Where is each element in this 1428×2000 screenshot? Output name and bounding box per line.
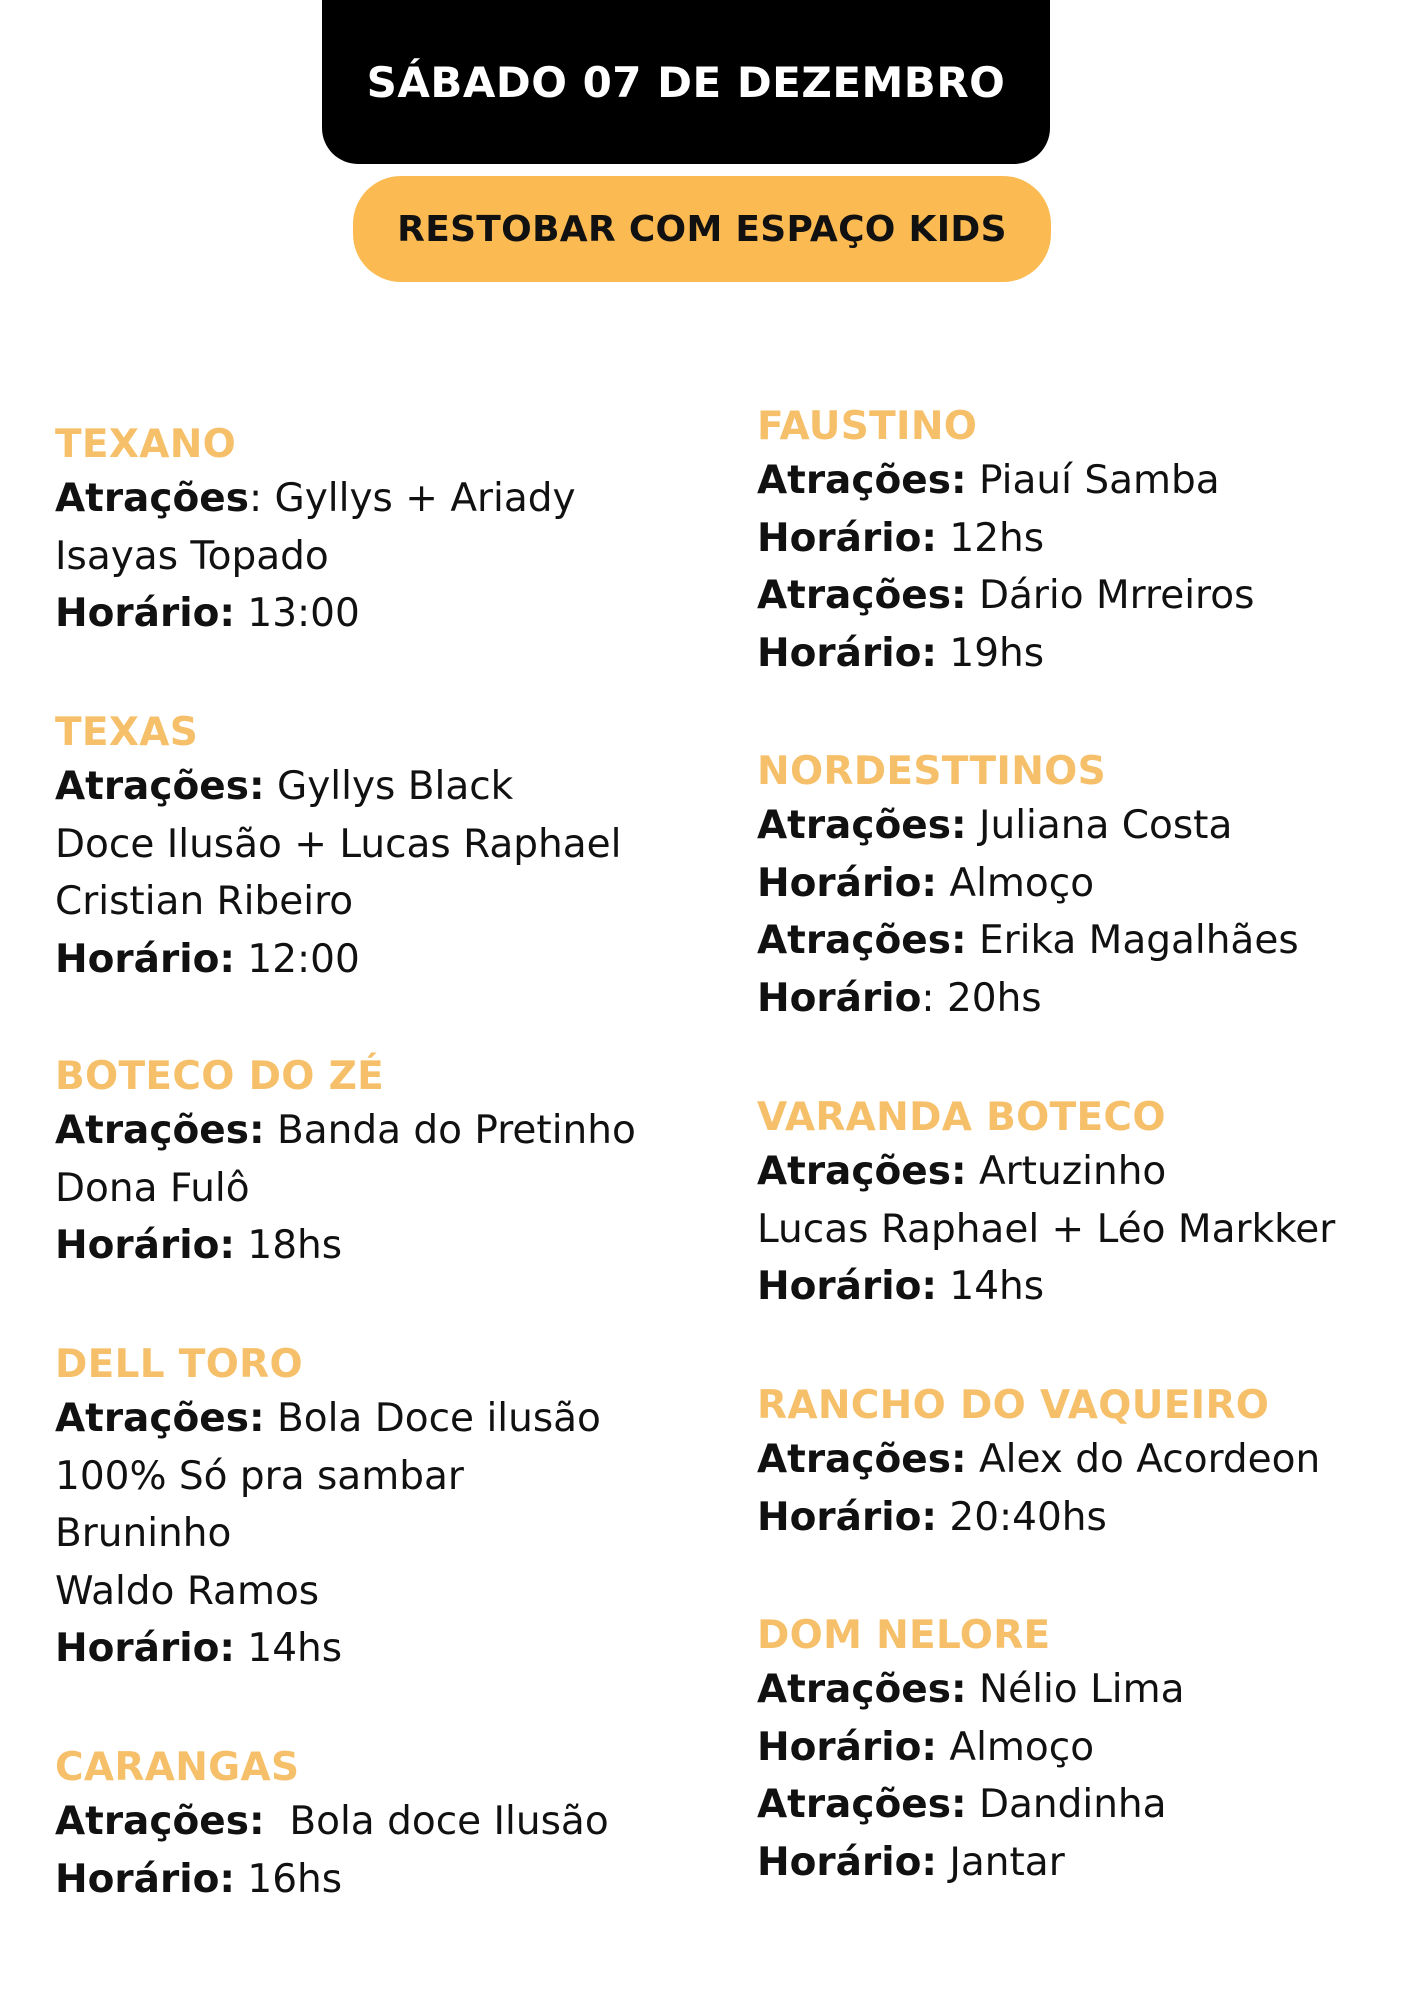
date-banner: [322, 0, 1050, 164]
line-value: Dandinha: [978, 1782, 1167, 1827]
line-value: Gyllys Black: [276, 764, 514, 809]
schedule-line: [55, 1505, 735, 1563]
schedule-line: [757, 1661, 1428, 1719]
schedule-line: [757, 912, 1428, 970]
line-value: 20:40hs: [949, 1494, 1107, 1540]
line-value: 100% Só pra sambar: [55, 1453, 464, 1499]
line-label: Atrações:: [757, 573, 967, 618]
line-value: 20hs: [946, 975, 1042, 1021]
schedule-line: [757, 970, 1428, 1028]
line-value: Cristian Ribeiro: [55, 879, 354, 924]
line-label: Atrações:: [757, 1149, 967, 1194]
line-label: Horário:: [757, 860, 937, 906]
schedule-line: [757, 1143, 1428, 1201]
schedule-line: [55, 1160, 735, 1218]
line-label: Horário:: [55, 1856, 235, 1902]
line-separator: [265, 1396, 277, 1441]
line-value: Gyllys + Ariady: [274, 476, 576, 521]
venue-block: [757, 402, 1428, 682]
schedule-line: [757, 625, 1428, 683]
venue-name: DELL TORO: [55, 1342, 303, 1387]
line-label: Horário:: [757, 630, 937, 676]
line-value: 18hs: [247, 1223, 343, 1268]
line-separator: [235, 1857, 247, 1902]
schedule-line: [757, 1201, 1428, 1259]
venue-block: [757, 1093, 1428, 1316]
line-label: Atrações: [55, 476, 249, 521]
line-value: 12hs: [949, 515, 1045, 561]
line-value: 13:00: [247, 591, 360, 636]
line-separator: [967, 1667, 979, 1712]
line-value: Dona Fulô: [55, 1165, 250, 1211]
line-separator: :: [248, 476, 275, 521]
schedule-line: [757, 797, 1428, 855]
line-separator: [937, 631, 949, 676]
line-label: Horário:: [55, 1223, 235, 1268]
line-value: Dário Mrreiros: [978, 573, 1255, 618]
venue-block: [757, 747, 1428, 1027]
line-value: Doce Ilusão + Lucas Raphael: [55, 821, 622, 867]
line-value: Juliana Costa: [978, 803, 1233, 848]
line-separator: [967, 573, 979, 618]
venue-block: [55, 1340, 735, 1678]
line-separator: [967, 1437, 979, 1482]
line-value: 16hs: [247, 1856, 343, 1902]
line-separator: [937, 861, 949, 906]
restobar-label: RESTOBAR COM ESPAÇO KIDS: [397, 208, 1007, 250]
line-separator: [967, 1149, 979, 1194]
schedule-line: [757, 855, 1428, 913]
line-separator: [967, 918, 979, 963]
schedule-line: [55, 1563, 735, 1621]
line-label: Atrações:: [55, 1108, 265, 1153]
line-separator: [235, 1223, 247, 1268]
line-label: Horário: [757, 975, 922, 1021]
schedule-line: [55, 1620, 735, 1678]
venue-name: TEXANO: [55, 422, 237, 467]
line-label: Atrações:: [757, 918, 967, 963]
schedule-line: [55, 470, 735, 528]
line-separator: [937, 1725, 949, 1770]
schedule-line: [55, 528, 735, 586]
venue-name: NORDESTTINOS: [757, 749, 1107, 794]
line-value: Lucas Raphael + Léo Markker: [757, 1206, 1336, 1252]
event-date: SÁBADO 07 DE DEZEMBRO: [366, 57, 1006, 107]
line-label: Horário:: [757, 515, 937, 561]
line-value: 14hs: [247, 1626, 343, 1671]
line-value: Waldo Ramos: [55, 1568, 320, 1614]
line-separator: [265, 764, 277, 809]
schedule-line: [757, 567, 1428, 625]
schedule-line: [757, 1431, 1428, 1489]
line-label: Atrações:: [55, 1799, 265, 1844]
venue-name: TEXAS: [55, 710, 199, 755]
line-label: Horário:: [757, 1839, 937, 1885]
line-label: Atrações:: [757, 1667, 967, 1712]
line-label: Atrações:: [757, 1437, 967, 1482]
line-value: Alex do Acordeon: [978, 1437, 1321, 1482]
schedule-line: [55, 1448, 735, 1506]
schedule-line: [757, 452, 1428, 510]
line-value: 14hs: [949, 1264, 1045, 1309]
restobar-badge: [353, 176, 1051, 282]
venue-name: BOTECO DO ZÉ: [55, 1054, 385, 1099]
venue-name: DOM NELORE: [757, 1613, 1051, 1658]
schedule-line: [757, 510, 1428, 568]
line-label: Atrações:: [55, 764, 265, 809]
venue-block: [757, 1611, 1428, 1891]
line-separator: [937, 1264, 949, 1309]
line-label: Horário:: [55, 591, 235, 636]
line-separator: [235, 591, 247, 636]
line-separator: [967, 458, 979, 503]
line-separator: [967, 803, 979, 848]
schedule-line: [757, 1489, 1428, 1547]
line-label: Atrações:: [757, 458, 967, 503]
schedule-line: [55, 585, 735, 643]
line-separator: [937, 1840, 949, 1885]
venue-name: RANCHO DO VAQUEIRO: [757, 1383, 1270, 1428]
line-label: Horário:: [757, 1494, 937, 1540]
schedule-line: [757, 1258, 1428, 1316]
line-value: Piauí Samba: [978, 458, 1220, 503]
venue-name: VARANDA BOTECO: [757, 1095, 1166, 1140]
schedule-line: [55, 873, 735, 931]
schedule-line: [55, 758, 735, 816]
line-label: Atrações:: [757, 803, 967, 848]
schedule-line: [55, 1217, 735, 1275]
line-value: Bola doce Ilusão: [289, 1799, 609, 1844]
venue-block: [55, 708, 735, 988]
line-label: Horário:: [55, 1626, 235, 1671]
line-separator: [937, 1495, 949, 1540]
schedule-line: [757, 1719, 1428, 1777]
schedule-line: [55, 931, 735, 989]
line-value: 12:00: [247, 936, 360, 982]
schedule-line: [55, 1793, 735, 1851]
line-value: Jantar: [949, 1839, 1065, 1885]
schedule-line: [757, 1776, 1428, 1834]
line-separator: [937, 516, 949, 561]
schedule-line: [55, 1102, 735, 1160]
line-value: Nélio Lima: [978, 1667, 1185, 1712]
schedule-line: [55, 1390, 735, 1448]
line-value: Artuzinho: [978, 1149, 1167, 1194]
line-value: Bruninho: [55, 1511, 232, 1556]
line-separator: [967, 1782, 979, 1827]
line-value: Banda do Pretinho: [276, 1108, 636, 1153]
venue-block: [55, 1052, 735, 1275]
line-label: Horário:: [757, 1264, 937, 1309]
schedule-line: [55, 1851, 735, 1909]
line-value: Almoço: [949, 1724, 1095, 1770]
schedule-line: [757, 1834, 1428, 1892]
line-separator: [265, 1108, 277, 1153]
venue-name: FAUSTINO: [757, 404, 978, 449]
venue-block: [55, 420, 735, 643]
schedule-line: [55, 816, 735, 874]
venue-name: CARANGAS: [55, 1745, 300, 1790]
line-value: 19hs: [949, 630, 1045, 676]
line-value: Bola Doce ilusão: [276, 1396, 601, 1441]
line-value: Almoço: [949, 860, 1095, 906]
venue-block: [55, 1743, 735, 1908]
line-separator: :: [921, 975, 947, 1021]
line-value: Erika Magalhães: [978, 918, 1299, 963]
line-value: Isayas Topado: [55, 533, 329, 579]
venue-block: [757, 1381, 1428, 1546]
line-separator: [235, 1626, 247, 1671]
line-label: Atrações:: [757, 1782, 967, 1827]
line-label: Horário:: [757, 1724, 937, 1770]
line-label: Horário:: [55, 936, 235, 982]
line-separator: [265, 1799, 290, 1844]
line-label: Atrações:: [55, 1396, 265, 1441]
line-separator: [235, 937, 247, 982]
